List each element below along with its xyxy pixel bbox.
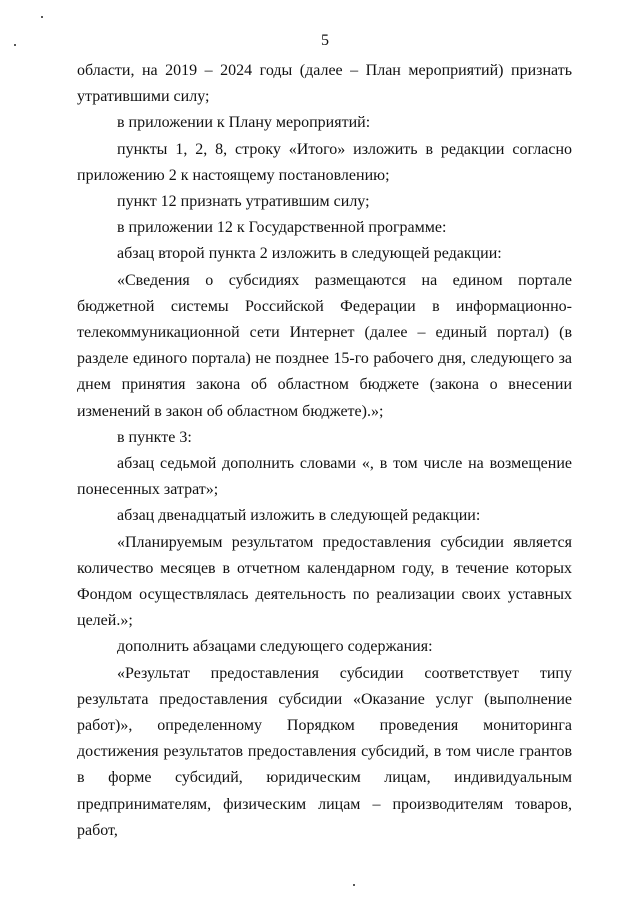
paragraph: пункты 1, 2, 8, строку «Итого» изложить в редакции согласно приложению 2 к настоящему постановлению; xyxy=(77,140,572,184)
page-number: 5 xyxy=(321,32,329,49)
paragraph: в приложении 12 к Государственной программе: xyxy=(117,219,447,237)
paragraph: «Планируемым результатом предоставления субсидии является количество месяцев в отчетном календарном году, в течение которых Фондом осуществлялась деятельность по реализации своих уставных целей.»; xyxy=(77,533,572,630)
paragraph: «Результат предоставления субсидии соответствует типу результата предоставления субсидии «Оказание услуг (выполнение работ)», определенному Порядком проведения мониторинга достижения результатов предоставления субсидий, в том числе грантов в форме субсидий, юридическим лицам, индивидуальным предпринимателям, физическим лицам – производителям товаров, работ, xyxy=(77,664,572,839)
paragraph: пункт 12 признать утратившим силу; xyxy=(117,193,370,211)
document-body xyxy=(77,58,572,844)
paragraph: в приложении к Плану мероприятий: xyxy=(117,114,371,132)
paragraph: области, на 2019 – 2024 годы (далее – План мероприятий) признать утратившими силу; xyxy=(77,62,572,106)
paragraph: в пункте 3: xyxy=(117,428,192,446)
paragraph: абзац двенадцатый изложить в следующей редакции: xyxy=(117,507,481,525)
scan-speck xyxy=(41,16,43,18)
paragraph: «Сведения о субсидиях размещаются на едином портале бюджетной системы Российской Федерации в информационно-телекоммуникационной сети Интернет (далее – единый портал) (в разделе единого портала) не позднее 15-го рабочего дня, следующего за днем принятия закона об областном бюджете (закона о внесении изменений в закон об областном бюджете).»; xyxy=(77,271,572,420)
paragraph: абзац седьмой дополнить словами «, в том числе на возмещение понесенных затрат»; xyxy=(77,455,572,499)
paragraph: дополнить абзацами следующего содержания: xyxy=(117,638,433,656)
scan-speck xyxy=(353,884,355,886)
paragraph: абзац второй пункта 2 изложить в следующей редакции: xyxy=(117,245,502,263)
